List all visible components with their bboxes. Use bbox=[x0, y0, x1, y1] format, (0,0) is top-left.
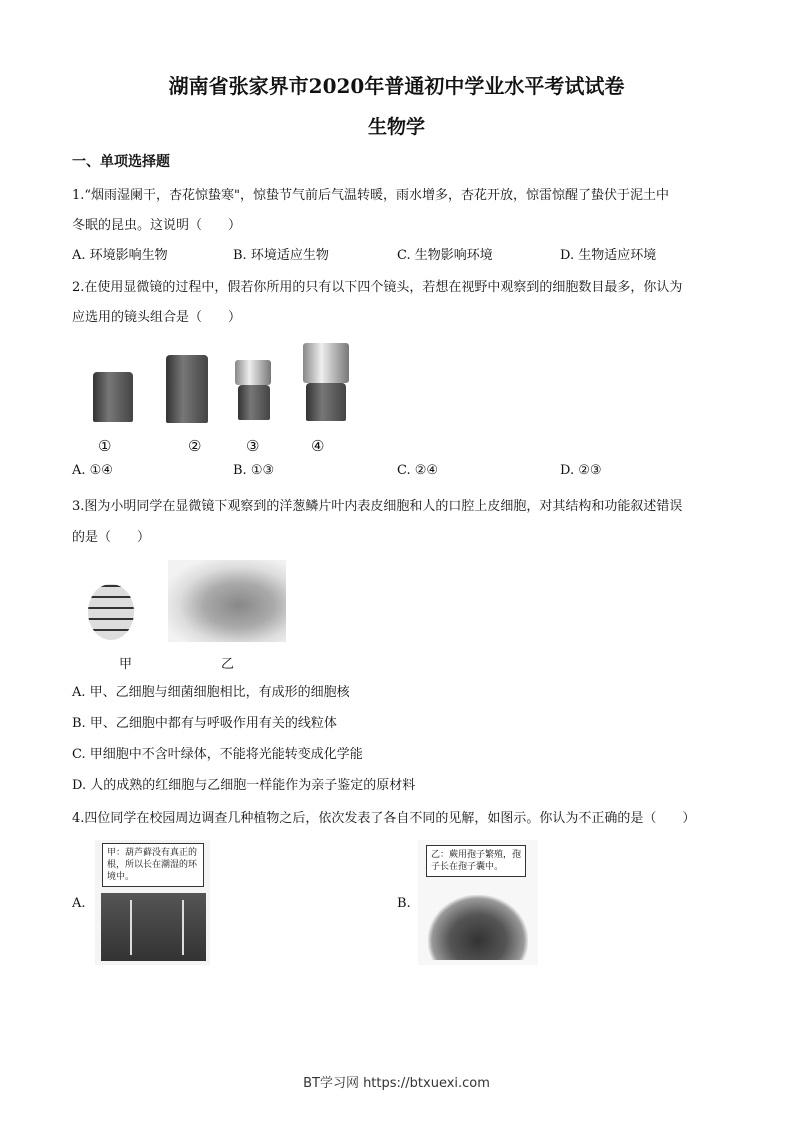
moss-speech-bubble: 甲：葫芦藓没有真正的根，所以长在潮湿的环境中。 bbox=[102, 843, 204, 887]
lens-label-4: ④ bbox=[311, 437, 325, 455]
q4-text: 4.四位同学在校园周边调查几种植物之后，依次发表了各自不同的见解，如图示。你认为不正确的是（ ） bbox=[72, 811, 696, 826]
q4-option-b: B. bbox=[397, 896, 411, 911]
moss-image bbox=[95, 840, 210, 965]
image-label-yi: 乙 bbox=[221, 657, 235, 672]
onion-cell-image bbox=[88, 584, 134, 640]
q2-option-b: B. ①③ bbox=[233, 463, 275, 478]
q3-option-b: B. 甲、乙细胞中都有与呼吸作用有关的线粒体 bbox=[72, 716, 337, 731]
fern-image bbox=[418, 840, 538, 965]
cheek-cell-image bbox=[168, 560, 286, 642]
q1-option-a: A. 环境影响生物 bbox=[72, 248, 168, 263]
q1-option-b: B. 环境适应生物 bbox=[233, 248, 329, 263]
q2-option-c: C. ②④ bbox=[397, 463, 439, 478]
lens-label-2: ② bbox=[188, 437, 202, 455]
q3-option-a: A. 甲、乙细胞与细菌细胞相比，有成形的细胞核 bbox=[72, 685, 350, 700]
q2-option-d: D. ②③ bbox=[560, 463, 602, 478]
q3-option-d: D. 人的成熟的红细胞与乙细胞一样能作为亲子鉴定的原材料 bbox=[72, 778, 416, 793]
section-heading: 一、单项选择题 bbox=[72, 154, 170, 170]
q1-option-c: C. 生物影响环境 bbox=[397, 248, 493, 263]
page-title: 湖南省张家界市2020年普通初中学业水平考试试卷 bbox=[168, 74, 625, 98]
fern-speech-bubble: 乙：蕨用孢子繁殖，孢子长在孢子囊中。 bbox=[426, 845, 526, 877]
lens-label-3: ③ bbox=[246, 437, 260, 455]
q2-text-2: 应选用的镜头组合是（ ） bbox=[72, 310, 242, 325]
q1-option-d: D. 生物适应环境 bbox=[560, 248, 657, 263]
footer-watermark: BT学习网 https://btxuexi.com bbox=[303, 1076, 490, 1091]
q3-text-2: 的是（ ） bbox=[72, 530, 151, 545]
page-subtitle: 生物学 bbox=[367, 116, 425, 138]
image-label-jia: 甲 bbox=[119, 657, 133, 672]
q2-text: 2.在使用显微镜的过程中，假若你所用的只有以下四个镜头，若想在视野中观察到的细胞数目最多，你认为 bbox=[72, 280, 683, 295]
q4-option-a: A. bbox=[72, 896, 86, 911]
q2-option-a: A. ①④ bbox=[72, 463, 113, 478]
q1-text-2: 冬眠的昆虫。这说明（ ） bbox=[72, 218, 242, 233]
lens-label-1: ① bbox=[98, 437, 112, 455]
q3-option-c: C. 甲细胞中不含叶绿体，不能将光能转变成化学能 bbox=[72, 747, 363, 762]
q1-text: 1.“烟雨湿阑干，杏花惊蛰寒"，惊蛰节气前后气温转暖，雨水增多，杏花开放，惊雷惊醒了蛰伏于泥土中 bbox=[72, 188, 670, 203]
q3-text: 3.图为小明同学在显微镜下观察到的洋葱鳞片叶内表皮细胞和人的口腔上皮细胞，对其结构和功能叙述错误 bbox=[72, 499, 683, 514]
